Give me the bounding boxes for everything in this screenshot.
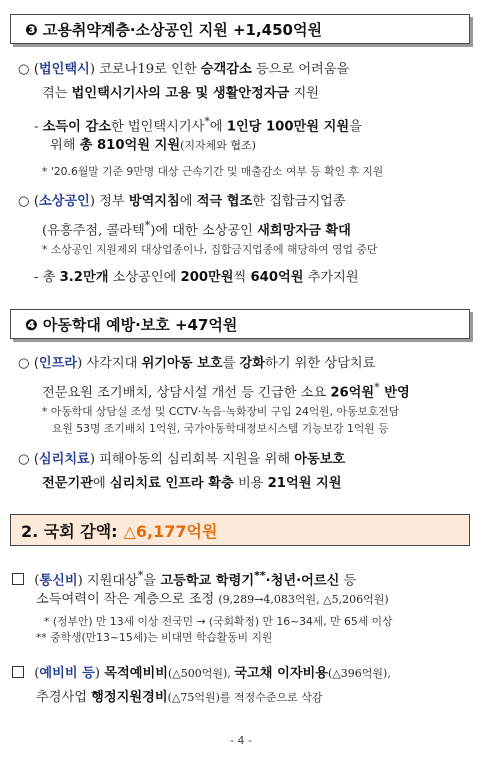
s3-b2-line1: ○ (소상공인) 정부 방역지침에 적극 협조한 집합금지업종 — [18, 194, 346, 209]
section3-title-text: ❸ 고용취약계층·소상공인 지원 +1,450억원 — [25, 20, 322, 39]
part2-header — [10, 514, 470, 546]
s4-b1-note2: 요원 53명 조기배치 1억원, 국가아동학대정보시스템 기능보강 1억원 등 — [52, 422, 389, 435]
s4-b2-line2: 전문기관에 심리치료 인프라 확충 비용 21억원 지원 — [42, 476, 342, 491]
part2-label: 2. 국회 감액: — [21, 521, 118, 541]
s4-b1-line1: ○ (인프라) 사각지대 위기아동 보호를 강화하기 위한 상담치료 — [18, 356, 376, 371]
p2-i2-line1: (예비비 등) 목적예비비(△500억원), 국고채 이자비용(△396억원), — [12, 664, 391, 684]
p2-i1-line1: (통신비) 지원대상*을 고등학교 학령기**·청년·어르신 등 — [12, 566, 356, 591]
s4-b2-line1: ○ (심리치료) 피해아동의 심리회복 지원을 위해 아동보호 — [18, 452, 346, 467]
s4-b1-note1: * 아동학대 상담실 조성 및 CCTV·녹음·녹화장비 구입 24억원, 아동보호전담 — [42, 405, 400, 418]
p2-i1-note2: ** 중학생(만13~15세)는 비대면 학습활동비 지원 — [36, 631, 273, 644]
section4-title-text: ❹ 아동학대 예방·보호 +47억원 — [25, 315, 238, 334]
section3-title — [10, 14, 470, 44]
part2-amount: △6,177억원 — [123, 521, 218, 541]
s3-b2-note: * 소상공인 지원제외 대상업종이나, 집합금지업종에 해당하여 영업 중단 — [42, 243, 378, 256]
s3-b1-line1: ○ (법인택시) 코로나19로 인한 승객감소 등으로 어려움을 — [18, 62, 350, 77]
checkbox-icon — [12, 666, 24, 678]
s3-b1-sub-line2: 위해 총 810억원 지원(지자체와 협조) — [50, 138, 256, 153]
s3-b2-sub: - 총 3.2만개 소상공인에 200만원씩 640억원 추가지원 — [34, 270, 359, 285]
p2-i1-line2: 소득여력이 작은 계층으로 조정 (9,289→4,083억원, △5,206억원) — [36, 592, 389, 607]
section4-title — [10, 309, 470, 339]
p2-i1-note1: * (정부안) 만 13세 이상 전국민 → (국회확정) 만 16~34세, 만 65세 이상 — [44, 615, 393, 628]
page-number: - 4 - — [230, 734, 252, 747]
s4-b1-line2: 전문요원 조기배치, 상담시설 개선 등 긴급한 소요 26억원* 반영 — [42, 381, 410, 401]
checkbox-icon — [12, 573, 24, 585]
s3-b1-sub-line1: - 소득이 감소한 법인택시기사*에 1인당 100만원 지원을 — [34, 115, 362, 135]
p2-i2-line2: 추경사업 행정지원경비(△75억원)를 적정수준으로 삭감 — [36, 690, 323, 705]
s3-b2-line2: (유흥주점, 콜라텍*)에 대한 소상공인 새희망자금 확대 — [42, 219, 351, 239]
s3-b1-note: * '20.6월말 기준 9만명 대상 근속기간 및 매출감소 여부 등 확인 후 지원 — [42, 165, 384, 178]
s3-b1-line2: 겪는 법인택시기사의 고용 및 생활안정자금 지원 — [42, 86, 319, 101]
